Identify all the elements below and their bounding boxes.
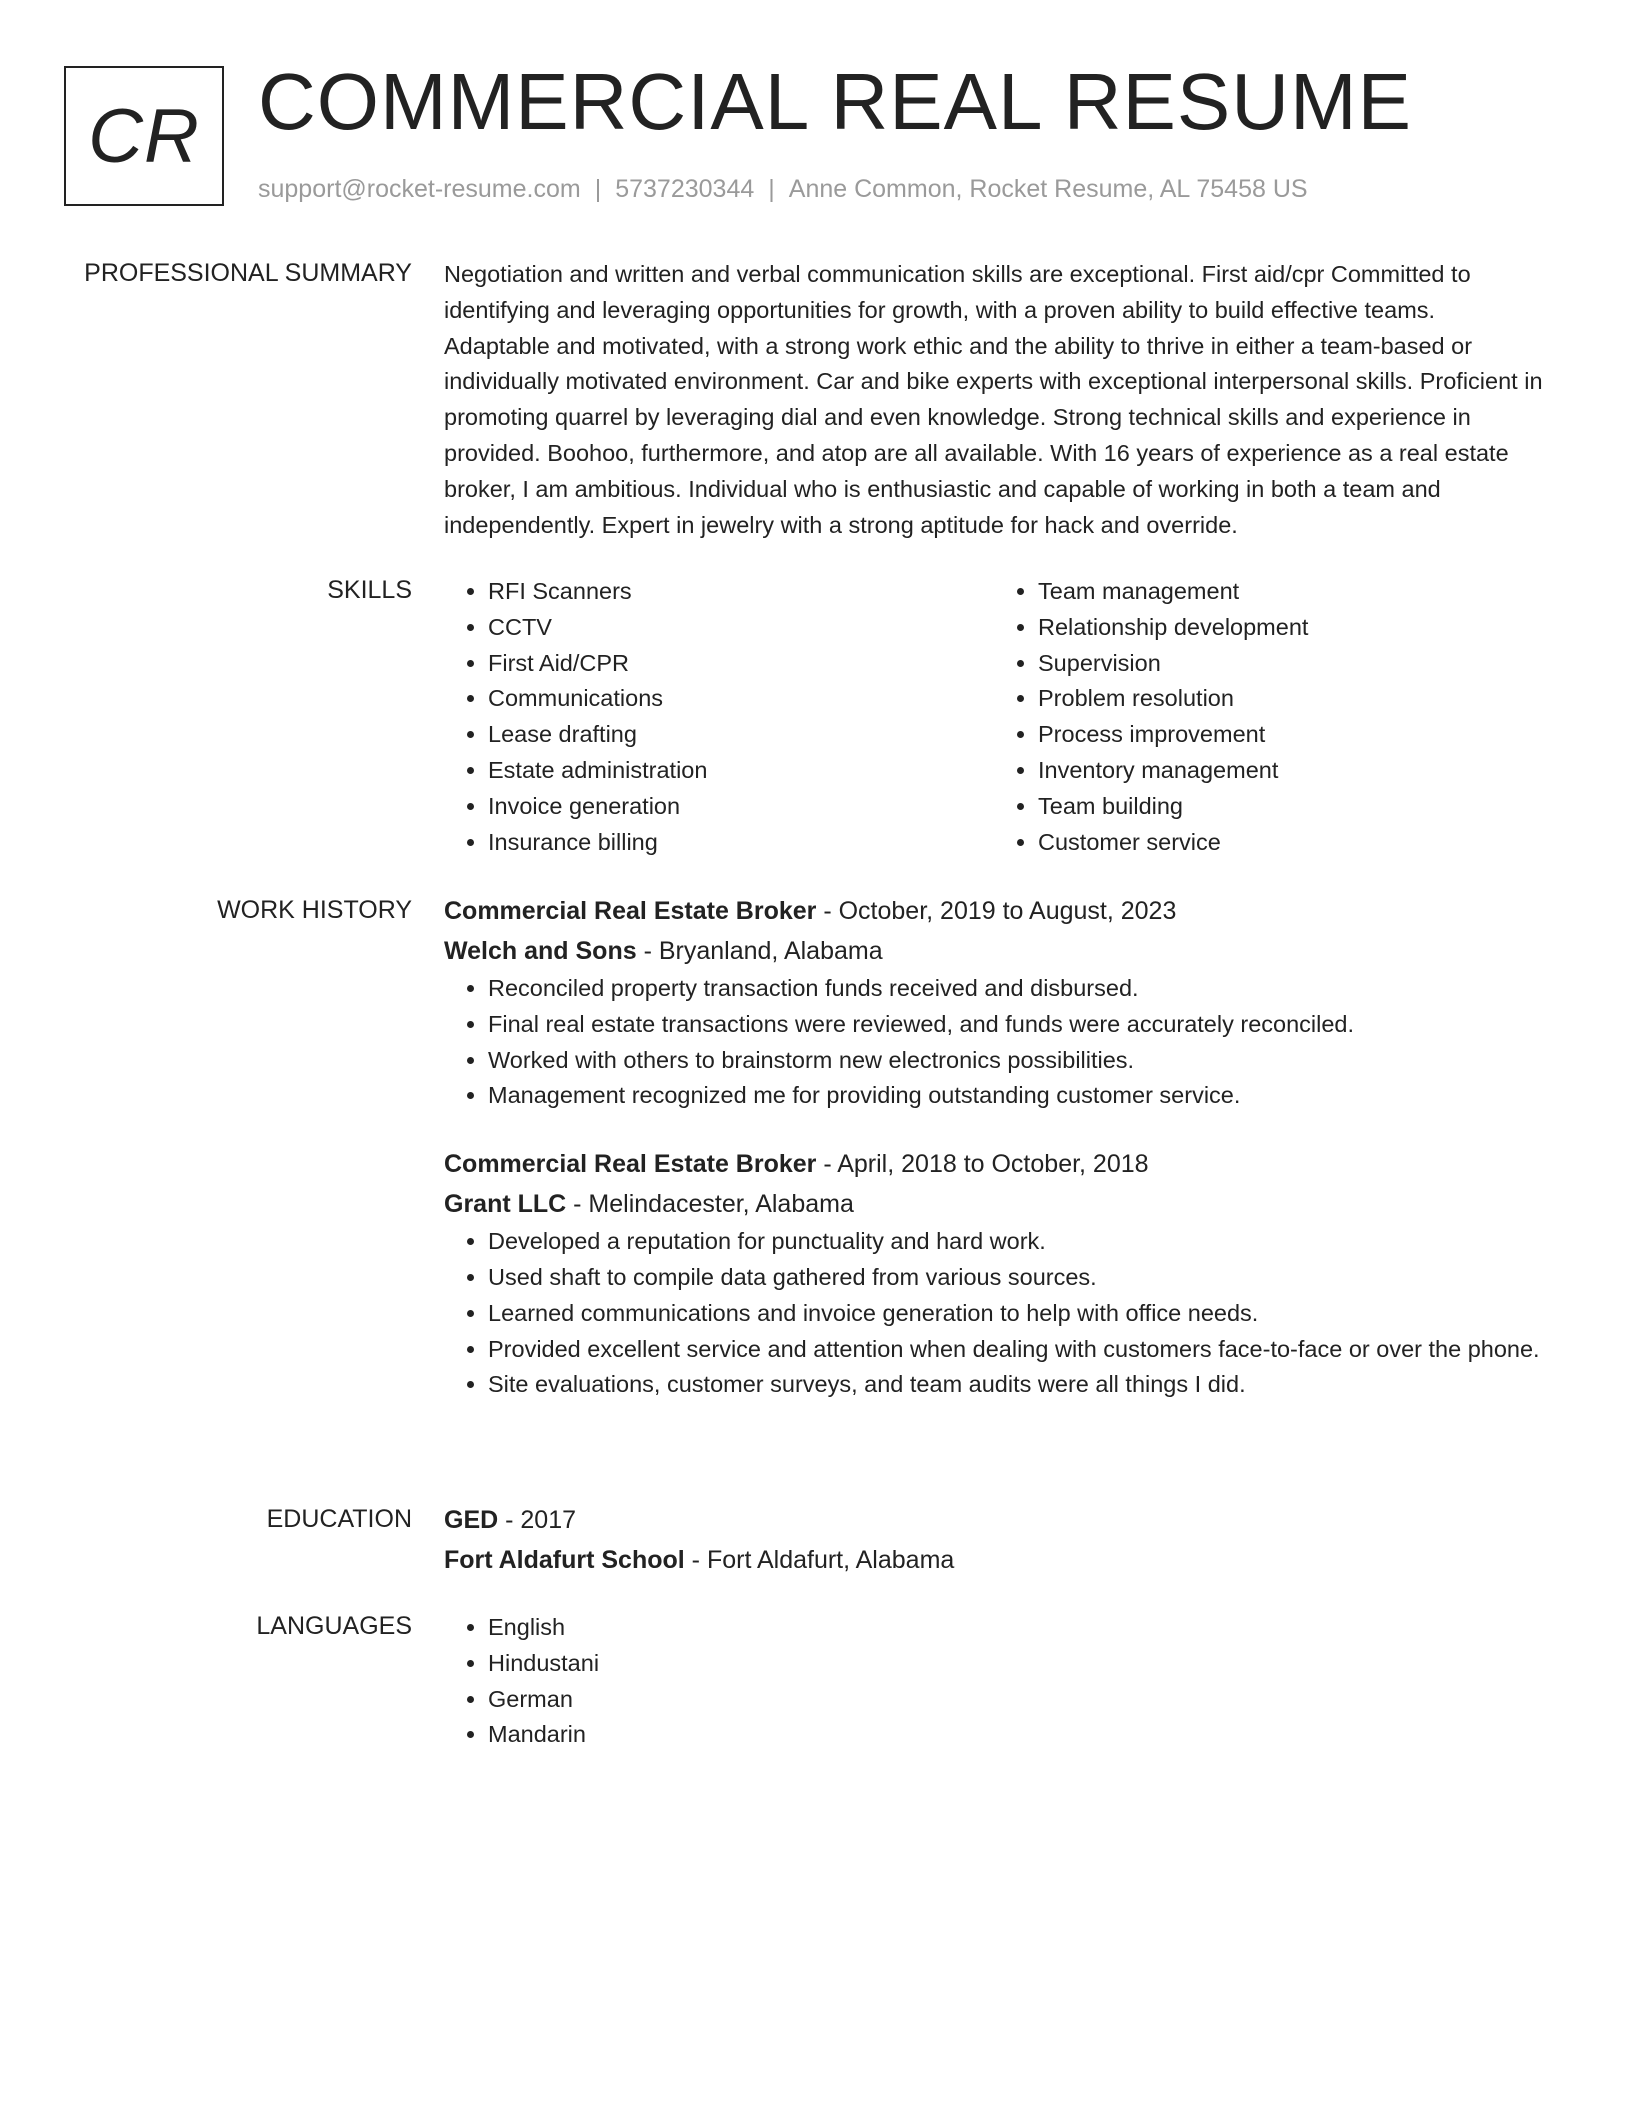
work-history-body <box>444 891 1544 1403</box>
language-item: • Mandarin <box>488 1717 1544 1753</box>
skills-list-right <box>994 574 1544 860</box>
skill-item: • Insurance billing <box>488 825 994 861</box>
skill-item: • Lease drafting <box>488 717 994 753</box>
monogram-logo: CR <box>64 66 224 206</box>
job-bullets <box>444 1224 1544 1403</box>
languages-body <box>444 1610 1544 1753</box>
skill-item: • Team building <box>1038 789 1544 825</box>
skill-item: • RFI Scanners <box>488 574 994 610</box>
job-bullet: • Site evaluations, customer surveys, and team audits were all things I did. <box>488 1367 1544 1403</box>
job-bullet: • Management recognized me for providing outstanding customer service. <box>488 1078 1544 1114</box>
education-school: Fort Aldafurt School <box>444 1546 685 1574</box>
education-school-line <box>444 1540 1544 1580</box>
skill-item: • Process improvement <box>1038 717 1544 753</box>
skill-item: • CCTV <box>488 610 994 646</box>
skill-item: • Inventory management <box>1038 753 1544 789</box>
job-bullet: • Reconciled property transaction funds received and disbursed. <box>488 971 1544 1007</box>
education-degree-line <box>444 1500 1544 1540</box>
skill-item: • Invoice generation <box>488 789 994 825</box>
language-item: • German <box>488 1682 1544 1718</box>
education-location: - Fort Aldafurt, Alabama <box>684 1546 955 1574</box>
skill-item: • Problem resolution <box>1038 681 1544 717</box>
skill-item: • Supervision <box>1038 646 1544 682</box>
job-title: Commercial Real Estate Broker <box>444 1150 817 1179</box>
contact-address: Anne Common, Rocket Resume, AL 75458 US <box>788 175 1308 203</box>
job-bullet: • Final real estate transactions were reviewed, and funds were accurately reconciled. <box>488 1007 1544 1043</box>
job-location: - Bryanland, Alabama <box>636 937 883 965</box>
section-heading-skills: SKILLS <box>327 576 412 604</box>
skill-item: • Customer service <box>1038 825 1544 861</box>
section-heading-summary: PROFESSIONAL SUMMARY <box>84 259 412 287</box>
skill-item: • Relationship development <box>1038 610 1544 646</box>
job-bullets <box>444 971 1544 1114</box>
education-body <box>444 1500 1544 1580</box>
contact-phone[interactable]: 5737230344 <box>615 175 755 203</box>
skills-list-left <box>444 574 994 860</box>
job-company: Welch and Sons <box>444 937 637 965</box>
job-title-line <box>444 891 1544 931</box>
job-bullet: • Learned communications and invoice generation to help with office needs. <box>488 1296 1544 1332</box>
skills-body <box>444 574 1544 860</box>
skill-item: • Communications <box>488 681 994 717</box>
resume-title: COMMERCIAL REAL RESUME <box>258 57 1413 146</box>
contact-email[interactable]: support@rocket-resume.com <box>258 175 581 203</box>
job-title-line <box>444 1144 1544 1184</box>
job-company: Grant LLC <box>444 1190 567 1219</box>
job-title: Commercial Real Estate Broker <box>444 897 817 925</box>
skill-item: • Estate administration <box>488 753 994 789</box>
education-year: - 2017 <box>498 1506 577 1534</box>
summary-text: Negotiation and written and verbal communication skills are exceptional. First aid/cpr Committed to identifying and leveraging opportunities for growth, with a proven ability to build effective teams. Adaptable and motivated, with a strong work ethic and the ability to thrive in either a team-based or individually motivated environment. Car and bike experts with exceptional interpersonal skills. Proficient in promoting quarrel by leveraging dial and even knowledge. Strong technical skills and experience in provided. Boohoo, furthermore, and atop are all available. With 16 years of experience as a real estate broker, I am ambitious. Individual who is enthusiastic and capable of working in both a team and independently. Expert in jewelry with a strong aptitude for hack and override. <box>444 261 1543 538</box>
languages-list <box>444 1610 1544 1753</box>
skill-item: • Team management <box>1038 574 1544 610</box>
contact-separator: | <box>768 175 775 203</box>
job-company-line <box>444 931 1544 971</box>
education-degree: GED <box>444 1506 499 1534</box>
job-entry <box>444 891 1544 1114</box>
contact-separator: | <box>594 175 602 203</box>
contact-line <box>258 172 1308 206</box>
job-bullet: • Developed a reputation for punctuality and hard work. <box>488 1224 1544 1260</box>
section-heading-education: EDUCATION <box>266 1505 412 1533</box>
section-heading-languages: LANGUAGES <box>256 1612 412 1640</box>
job-company-line <box>444 1184 1544 1224</box>
job-bullet: • Provided excellent service and attention when dealing with customers face-to-face or over the phone. <box>488 1332 1544 1368</box>
job-dates: - April, 2018 to October, 2018 <box>816 1150 1149 1179</box>
job-entry <box>444 1144 1544 1403</box>
job-bullet: • Worked with others to brainstorm new electronics possibilities. <box>488 1043 1544 1079</box>
job-location: - Melindacester, Alabama <box>566 1190 854 1219</box>
skill-item: • First Aid/CPR <box>488 646 994 682</box>
job-dates: - October, 2019 to August, 2023 <box>816 897 1177 925</box>
language-item: • Hindustani <box>488 1646 1544 1682</box>
section-heading-work-history: WORK HISTORY <box>217 896 412 924</box>
job-bullet: • Used shaft to compile data gathered from various sources. <box>488 1260 1544 1296</box>
language-item: • English <box>488 1610 1544 1646</box>
